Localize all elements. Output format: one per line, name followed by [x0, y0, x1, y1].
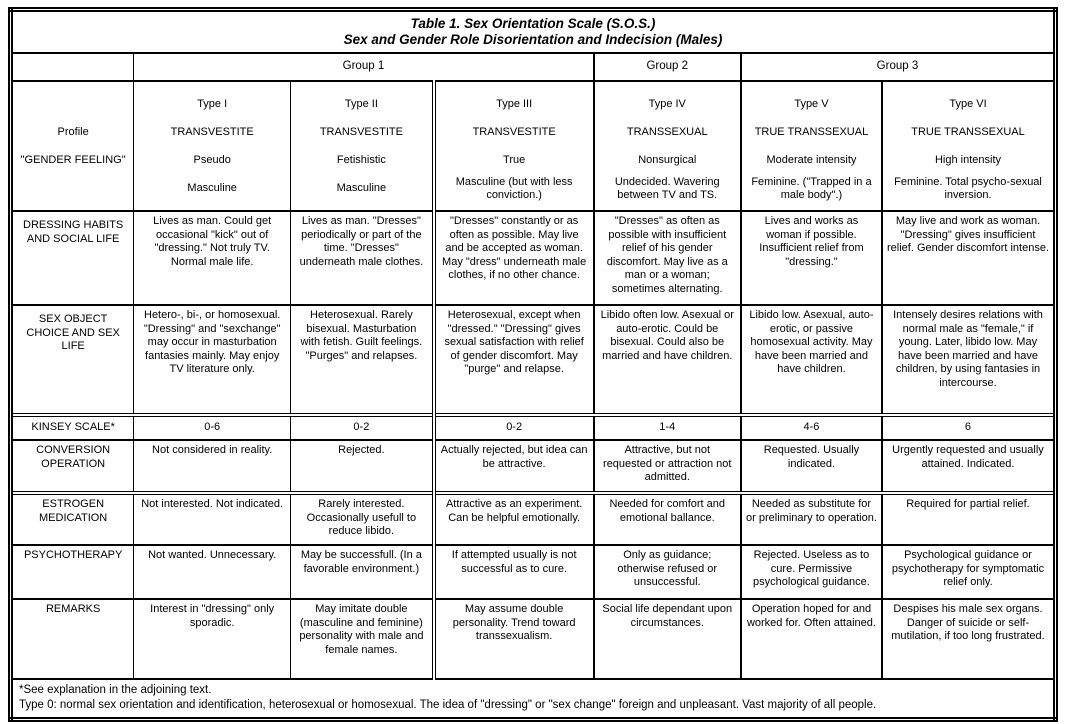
table-cell: Despises his male sex organs. Danger of suicide or self-mutilation, if too long frustrated.	[882, 599, 1056, 679]
table-cell: Not considered in reality.	[134, 440, 291, 493]
table-cell: Requested. Usually indicated.	[741, 440, 882, 493]
table-cell: Rarely interested. Occasionally usefull to reduce libido.	[291, 493, 434, 545]
type-label: Type I	[197, 98, 228, 111]
row-conversion-operation	[11, 440, 1056, 493]
table-cell: 1-4	[594, 415, 741, 440]
table-cell: Needed as substitute for or preliminary to operation.	[741, 493, 882, 545]
table-cell: Only as guidance; otherwise refused or unsuccessful.	[594, 545, 741, 599]
table-cell: Lives as man. "Dresses" periodically or part of the time. "Dresses" underneath male clothes.	[291, 211, 434, 305]
table-cell: Needed for comfort and emotional ballance.	[594, 493, 741, 545]
table-cell: 0-2	[434, 415, 594, 440]
group-1-header: Group 1	[134, 53, 594, 81]
type-subtype: True	[503, 154, 526, 167]
profile-label: Profile	[57, 126, 89, 139]
type-6-header-cell	[882, 81, 1056, 211]
row-remarks	[11, 599, 1056, 679]
row-label: PSYCHOTHERAPY	[11, 545, 134, 599]
group-header-empty-cell	[11, 53, 134, 81]
profile-row	[11, 81, 1056, 211]
table-cell: 0-2	[291, 415, 434, 440]
type-category: TRUE TRANSSEXUAL	[754, 126, 869, 139]
table-cell: 6	[882, 415, 1056, 440]
type-feeling: Masculine	[187, 182, 237, 195]
type-feeling: Feminine. ("Trapped in a male body".)	[751, 175, 872, 201]
table-cell: 4-6	[741, 415, 882, 440]
type-label: Type V	[794, 98, 829, 111]
type-label: Type IV	[648, 98, 686, 111]
row-label: CONVERSION OPERATION	[11, 440, 134, 493]
row-estrogen-medication	[11, 493, 1056, 545]
table-cell: May imitate double (masculine and feminine) personality with male and female names.	[291, 599, 434, 679]
table-title-line2: Sex and Gender Role Disorientation and Indecision (Males)	[343, 32, 723, 47]
table-cell: May live and work as woman. "Dressing" gives insufficient relief. Gender discomfort intense.	[882, 211, 1056, 305]
type-feeling: Feminine. Total psycho-sexual inversion.	[894, 175, 1042, 201]
table-cell: Rejected. Useless as to cure. Permissive psychological guidance.	[741, 545, 882, 599]
footnote-line2: Type 0: normal sex orientation and identification, heterosexual or homosexual. The idea of "dressing" or "sex change" foreign and unpleasant. Vast majority of all people.	[19, 698, 877, 711]
table-cell: Heterosexual, except when "dressed." "Dressing" gives sexual satisfaction with relief of gender discomfort. May "purge" and relapse.	[434, 305, 594, 415]
table-cell: 0-6	[134, 415, 291, 440]
table-cell: Interest in "dressing" only sporadic.	[134, 599, 291, 679]
table-title	[11, 10, 1056, 54]
type-1-header-cell	[134, 81, 291, 211]
row-label: KINSEY SCALE*	[11, 415, 134, 440]
row-label: ESTROGEN MEDICATION	[11, 493, 134, 545]
row-label: DRESSING HABITS AND SOCIAL LIFE	[11, 211, 134, 305]
type-category: TRANSSEXUAL	[626, 126, 708, 139]
row-sex-object-choice	[11, 305, 1056, 415]
type-category: TRUE TRANSSEXUAL	[911, 126, 1025, 139]
table-cell: "Dresses" as often as possible with insufficient relief of his gender discomfort. May live as a man or a woman; sometimes alternating.	[594, 211, 741, 305]
type-3-header-cell	[434, 81, 594, 211]
table-cell: Rejected.	[291, 440, 434, 493]
sex-orientation-scale-table	[8, 7, 1058, 722]
type-subtype: Moderate intensity	[766, 154, 857, 167]
footnotes	[11, 679, 1056, 719]
row-label: SEX OBJECT CHOICE AND SEX LIFE	[11, 305, 134, 415]
type-subtype: Nonsurgical	[638, 154, 697, 167]
table-cell: Libido low. Asexual, auto-erotic, or passive homosexual activity. May have been married and have children.	[741, 305, 882, 415]
type-feeling: Masculine	[336, 182, 387, 195]
table-cell: Heterosexual. Rarely bisexual. Masturbation with fetish. Guilt feelings. "Purges" and relapses.	[291, 305, 434, 415]
table-cell: May be successfull. (In a favorable environment.)	[291, 545, 434, 599]
type-label: Type II	[344, 98, 378, 111]
table-cell: Psychological guidance or psychotherapy for symptomatic relief only.	[882, 545, 1056, 599]
table-cell: Actually rejected, but idea can be attractive.	[434, 440, 594, 493]
row-label-profile	[11, 81, 134, 211]
group-header-row	[11, 53, 1056, 81]
type-subtype: Fetishistic	[336, 154, 386, 167]
table-cell: "Dresses" constantly or as often as possible. May live and be accepted as woman. May "dress" underneath male clothes, if no other chance.	[434, 211, 594, 305]
group-2-header: Group 2	[594, 53, 741, 81]
table-cell: Intensely desires relations with normal male as "female," if young. Later, libido low. May have been married and have children, by using fantasies in intercourse.	[882, 305, 1056, 415]
type-feeling: Masculine (but with less conviction.)	[455, 175, 573, 201]
table-cell: Not wanted. Unnecessary.	[134, 545, 291, 599]
table-cell: Lives as man. Could get occasional "kick" out of "dressing." Not truly TV. Normal male life.	[134, 211, 291, 305]
footnote-row	[11, 679, 1056, 719]
row-dressing-habits	[11, 211, 1056, 305]
table-cell: Required for partial relief.	[882, 493, 1056, 545]
table-cell: Hetero-, bi-, or homosexual. "Dressing" and "sexchange" may occur in masturbation fantasies mainly. May enjoy TV literature only.	[134, 305, 291, 415]
table-cell: Attractive as an experiment. Can be helpful emotionally.	[434, 493, 594, 545]
table-cell: Urgently requested and usually attained. Indicated.	[882, 440, 1056, 493]
title-row	[11, 10, 1056, 54]
footnote-line1: *See explanation in the adjoining text.	[19, 684, 212, 696]
type-label: Type VI	[949, 98, 987, 111]
table-cell: Lives and works as woman if possible. Insufficient relief from "dressing."	[741, 211, 882, 305]
row-psychotherapy	[11, 545, 1056, 599]
table-cell: Not interested. Not indicated.	[134, 493, 291, 545]
table-cell: Attractive, but not requested or attraction not admitted.	[594, 440, 741, 493]
table-cell: If attempted usually is not successful as to cure.	[434, 545, 594, 599]
table-cell: May assume double personality. Trend toward transsexualism.	[434, 599, 594, 679]
row-kinsey-scale	[11, 415, 1056, 440]
table-title-line1: Table 1. Sex Orientation Scale (S.O.S.)	[410, 16, 656, 31]
type-category: TRANSVESTITE	[170, 126, 254, 139]
type-subtype: High intensity	[934, 154, 1002, 167]
gender-feeling-label: "GENDER FEELING"	[20, 154, 126, 167]
type-subtype: Pseudo	[193, 154, 231, 167]
table-cell: Libido often low. Asexual or auto-erotic. Could be bisexual. Could also be married and have children.	[594, 305, 741, 415]
table-cell: Operation hoped for and worked for. Often attained.	[741, 599, 882, 679]
type-category: TRANSVESTITE	[472, 126, 556, 139]
type-2-header-cell	[291, 81, 434, 211]
type-label: Type III	[496, 98, 533, 111]
type-4-header-cell	[594, 81, 741, 211]
type-category: TRANSVESTITE	[319, 126, 403, 139]
type-feeling: Undecided. Wavering between TV and TS.	[614, 175, 720, 201]
row-label: REMARKS	[11, 599, 134, 679]
type-5-header-cell	[741, 81, 882, 211]
table-cell: Social life dependant upon circumstances.	[594, 599, 741, 679]
group-3-header: Group 3	[741, 53, 1056, 81]
